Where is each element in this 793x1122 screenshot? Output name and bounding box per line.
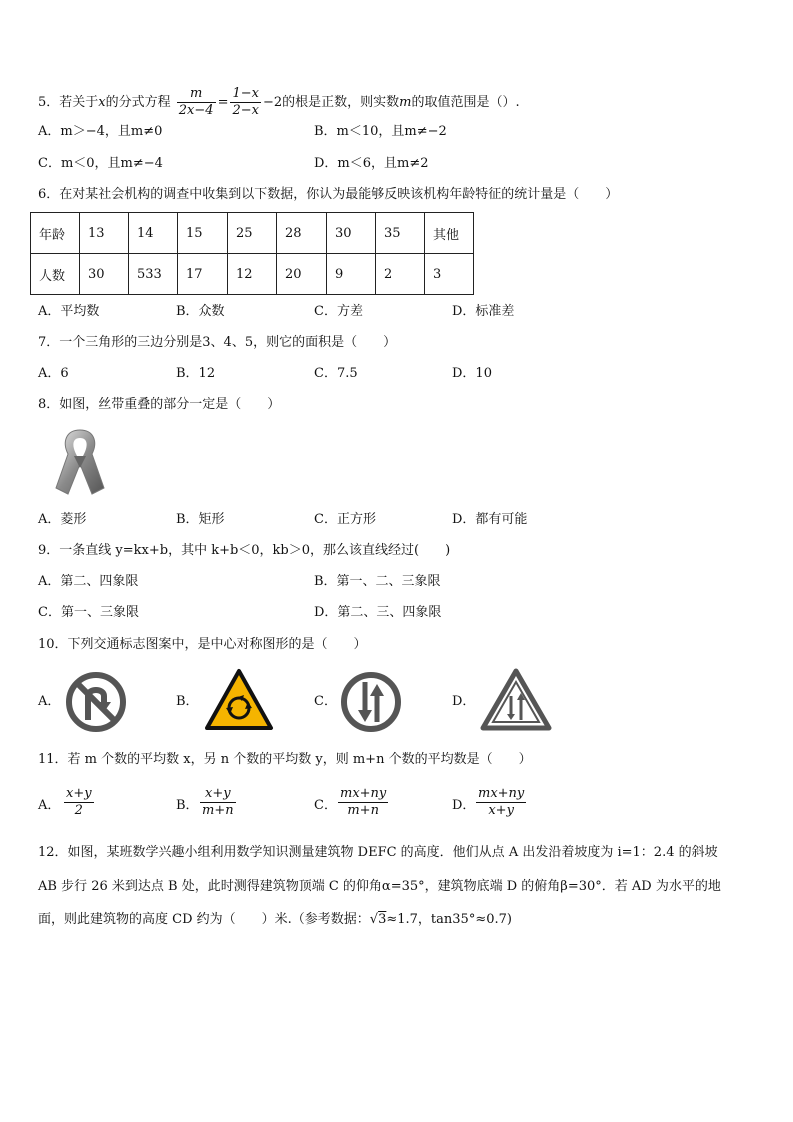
q11-label-d[interactable]: D． [452, 798, 476, 813]
sqrt-sign: √ [369, 912, 379, 927]
q5-f2-num: 1−x [232, 86, 259, 101]
q5-f2-den: 2−x [232, 103, 259, 118]
table-cell: 其他 [425, 213, 474, 254]
q11-b-num: x+y [200, 786, 236, 803]
table-cell: 30 [80, 254, 129, 295]
roundabout-warning-sign-icon[interactable] [204, 668, 274, 732]
q5-suffix: 的根是正数，则实数 [282, 95, 400, 110]
q12-line-3a: 面，则此建筑物的高度 CD 约为（ ）米.（参考数据： [38, 912, 370, 927]
q6-option-d[interactable]: D．标准差 [452, 304, 515, 319]
q6-option-c[interactable]: C．方差 [314, 304, 363, 319]
q11-option-a[interactable] [62, 786, 96, 819]
no-u-turn-sign-icon[interactable] [64, 670, 128, 734]
q11-option-b[interactable] [198, 786, 238, 819]
q10-label-a[interactable]: A． [38, 694, 61, 709]
q11-label-b[interactable]: B． [176, 798, 199, 813]
table-cell: 3 [425, 254, 474, 295]
q10-stem: 10．下列交通标志图案中，是中心对称图形的是（ ） [38, 637, 367, 652]
two-way-traffic-circle-sign-icon[interactable] [339, 670, 403, 734]
q7-option-d[interactable]: D．10 [452, 366, 492, 381]
q5-fraction-2 [230, 86, 261, 119]
table-cell: 13 [80, 213, 129, 254]
q5-var-x: x [98, 95, 106, 110]
q8-stem: 8．如图，丝带重叠的部分一定是（ ） [38, 397, 281, 412]
q8-option-c[interactable]: C．正方形 [314, 512, 376, 527]
q11-d-num: mx+ny [478, 786, 525, 801]
q11-stem: 11．若 m 个数的平均数 x，另 n 个数的平均数 y，则 m+n 个数的平均数是（ ） [38, 752, 532, 767]
q5-f1-num: m [177, 86, 216, 103]
q6-option-b[interactable]: B．众数 [176, 304, 225, 319]
q10-label-c[interactable]: C． [314, 694, 337, 709]
q8-option-d[interactable]: D．都有可能 [452, 512, 528, 527]
table-cell: 9 [327, 254, 376, 295]
table-cell: 28 [277, 213, 327, 254]
q5-option-c[interactable]: C．m＜0，且m≠−4 [38, 156, 163, 171]
q12-line-3 [38, 910, 512, 930]
table-row [31, 254, 474, 295]
q11-label-c[interactable]: C． [314, 798, 337, 813]
q11-option-c[interactable] [336, 786, 390, 819]
q5-equals: = [217, 95, 229, 110]
q11-a-num: x+y [66, 786, 92, 801]
q6-option-a[interactable]: A．平均数 [38, 304, 100, 319]
q9-option-b[interactable]: B．第一、二、三象限 [314, 574, 441, 589]
q7-option-c[interactable]: C．7.5 [314, 366, 358, 381]
q5-option-d[interactable]: D．m＜6，且m≠2 [314, 156, 429, 171]
q12-line-1: 12．如图，某班数学兴趣小组利用数学知识测量建筑物 DEFC 的高度．他们从点 A 出发沿着坡度为 i=1：2.4 的斜坡 [38, 845, 718, 860]
q12-sqrt-value: 3 [378, 912, 387, 927]
q11-c-num: mx+ny [340, 786, 387, 801]
q5-option-b[interactable]: B．m＜10，且m≠−2 [314, 124, 447, 139]
table-cell: 30 [327, 213, 376, 254]
q12-line-2: AB 步行 26 米到达点 B 处，此时测得建筑物顶端 C 的仰角α=35°，建筑物底端 D 的俯角β=30°．若 AD 为水平的地 [38, 879, 721, 894]
q5-suffix2: 的取值范围是（）. [411, 95, 520, 110]
q5-minus2: −2 [262, 95, 283, 110]
q11-d-den: x+y [488, 803, 514, 818]
q7-stem: 7．一个三角形的三边分别是3、4、5，则它的面积是（ ） [38, 335, 397, 350]
table-cell: 20 [277, 254, 327, 295]
table-cell: 14 [129, 213, 178, 254]
q5-f1-den: 2x−4 [178, 103, 214, 118]
table-cell: 15 [178, 213, 228, 254]
q9-option-d[interactable]: D．第二、三、四象限 [314, 605, 442, 620]
q5-fraction-1 [177, 86, 216, 119]
table-cell: 12 [228, 254, 277, 295]
q8-option-b[interactable]: B．矩形 [176, 512, 225, 527]
q5-var-m: m [399, 95, 412, 110]
q5-stem [38, 86, 520, 119]
q9-stem: 9．一条直线 y=kx+b，其中 k+b＜0，kb＞0，那么该直线经过( ) [38, 543, 451, 558]
table-cell: 年龄 [31, 213, 80, 254]
table-cell: 17 [178, 254, 228, 295]
two-way-traffic-triangle-sign-icon[interactable] [480, 668, 552, 732]
q10-label-d[interactable]: D． [452, 694, 476, 709]
q11-a-den: 2 [74, 803, 83, 818]
ribbon-figure [50, 426, 110, 498]
q6-stem: 6．在对某社会机构的调查中收集到以下数据，你认为最能够反映该机构年龄特征的统计量是（ ） [38, 187, 619, 202]
table-cell: 2 [376, 254, 425, 295]
q5-prefix: 5．若关于 [38, 95, 99, 110]
q11-label-a[interactable]: A． [38, 798, 61, 813]
q11-option-d[interactable] [474, 786, 528, 819]
table-cell: 533 [129, 254, 178, 295]
q6-data-table [30, 212, 474, 295]
table-cell: 25 [228, 213, 277, 254]
q11-b-den: m+n [202, 803, 234, 818]
q9-option-a[interactable]: A．第二、四象限 [38, 574, 139, 589]
q9-option-c[interactable]: C．第一、三象限 [38, 605, 139, 620]
table-row [31, 213, 474, 254]
q7-option-b[interactable]: B．12 [176, 366, 216, 381]
q8-option-a[interactable]: A．菱形 [38, 512, 87, 527]
q10-label-b[interactable]: B． [176, 694, 199, 709]
q5-option-a[interactable]: A．m＞−4，且m≠0 [38, 124, 163, 139]
q11-c-den: m+n [347, 803, 379, 818]
table-cell: 35 [376, 213, 425, 254]
q5-mid: 的分式方程 [105, 95, 171, 110]
table-cell: 人数 [31, 254, 80, 295]
q12-line-3b: ≈1.7，tan35°≈0.7) [386, 912, 512, 927]
q7-option-a[interactable]: A．6 [38, 366, 69, 381]
